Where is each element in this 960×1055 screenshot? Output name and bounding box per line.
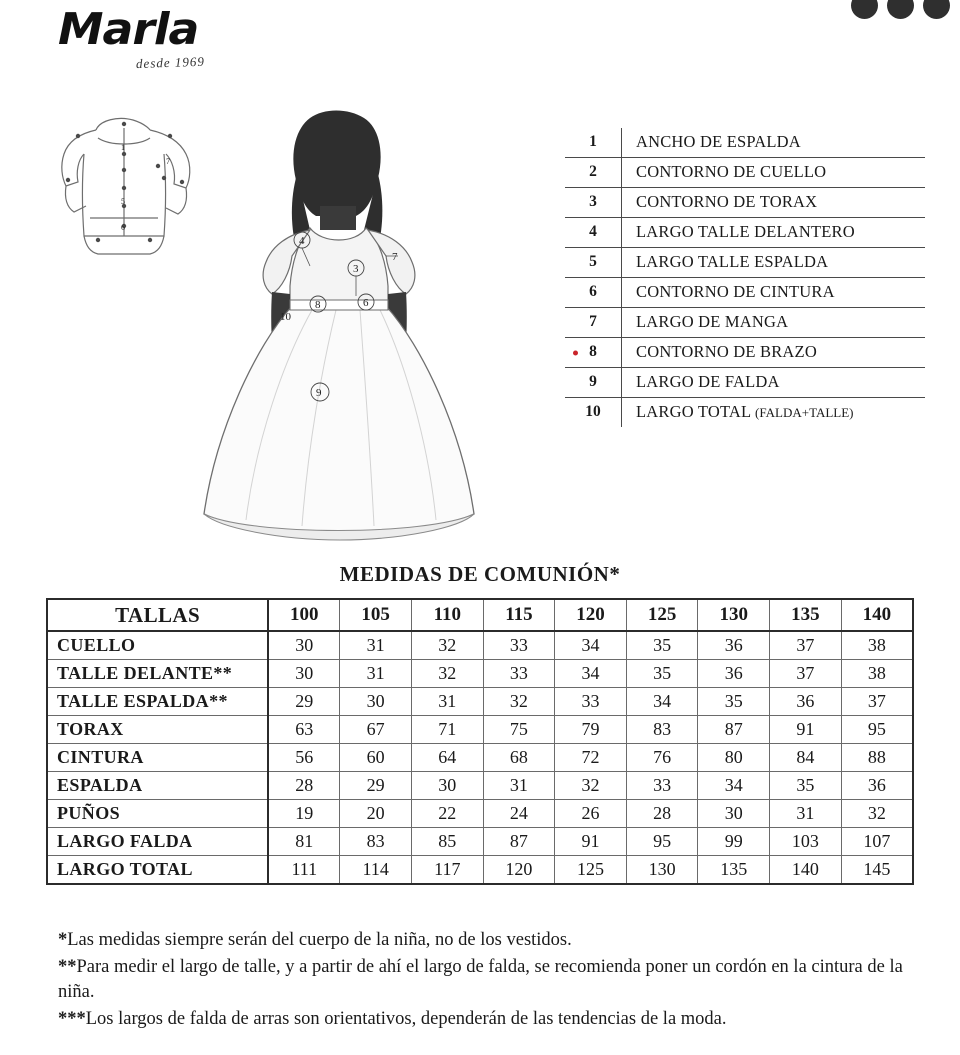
column-header: 135 bbox=[770, 599, 842, 631]
row-label: LARGO FALDA bbox=[47, 828, 268, 856]
legend-label-suffix: (FALDA+TALLE) bbox=[755, 405, 854, 420]
row-label: ESPALDA bbox=[47, 772, 268, 800]
cell: 35 bbox=[626, 631, 698, 660]
cell: 91 bbox=[770, 716, 842, 744]
table-row bbox=[47, 688, 913, 716]
legend-label: CONTORNO DE BRAZO bbox=[622, 338, 926, 368]
footnote-2-mark: ** bbox=[58, 956, 77, 977]
legend-table bbox=[565, 128, 925, 427]
cell: 130 bbox=[626, 856, 698, 885]
legend-number: 2 bbox=[565, 158, 622, 188]
cell: 71 bbox=[411, 716, 483, 744]
legend-number bbox=[565, 338, 622, 368]
brand-tagline: desde 1969 bbox=[135, 53, 206, 72]
cell: 76 bbox=[626, 744, 698, 772]
table-row bbox=[47, 716, 913, 744]
sizes-table-wrap bbox=[46, 598, 914, 885]
cell: 36 bbox=[841, 772, 913, 800]
cell: 68 bbox=[483, 744, 555, 772]
cell: 103 bbox=[770, 828, 842, 856]
column-header: TALLAS bbox=[47, 599, 268, 631]
legend-number: 6 bbox=[565, 278, 622, 308]
svg-text:7: 7 bbox=[392, 251, 398, 263]
cell: 38 bbox=[841, 660, 913, 688]
cell: 37 bbox=[770, 660, 842, 688]
cell: 83 bbox=[340, 828, 412, 856]
table-row bbox=[47, 631, 913, 660]
footnote-1-text: Las medidas siempre serán del cuerpo de la niña, no de los vestidos. bbox=[67, 930, 572, 950]
girl-communion-dress-sketch bbox=[160, 110, 520, 560]
legend-label bbox=[622, 398, 926, 428]
cell: 32 bbox=[411, 660, 483, 688]
cell: 19 bbox=[268, 800, 340, 828]
cell: 20 bbox=[340, 800, 412, 828]
cell: 34 bbox=[555, 660, 627, 688]
row-label: TORAX bbox=[47, 716, 268, 744]
column-header: 125 bbox=[626, 599, 698, 631]
cell: 84 bbox=[770, 744, 842, 772]
cell: 36 bbox=[698, 631, 770, 660]
svg-text:1: 1 bbox=[121, 143, 125, 152]
cell: 67 bbox=[340, 716, 412, 744]
svg-text:5: 5 bbox=[121, 197, 125, 206]
footnote-3 bbox=[58, 1007, 918, 1032]
legend-row bbox=[565, 188, 925, 218]
cell: 33 bbox=[483, 631, 555, 660]
cell: 31 bbox=[411, 688, 483, 716]
footnote-3-text: Los largos de falda de arras son orientativos, dependerán de las tendencias de la moda. bbox=[85, 1008, 727, 1029]
column-header: 140 bbox=[841, 599, 913, 631]
cell: 30 bbox=[340, 688, 412, 716]
legend-label: LARGO TALLE DELANTERO bbox=[622, 218, 926, 248]
legend-row bbox=[565, 158, 925, 188]
cell: 38 bbox=[841, 631, 913, 660]
sizes-table bbox=[46, 598, 914, 885]
column-header: 100 bbox=[268, 599, 340, 631]
footnote-1 bbox=[58, 928, 918, 953]
column-header: 110 bbox=[411, 599, 483, 631]
cell: 32 bbox=[483, 688, 555, 716]
svg-text:4: 4 bbox=[299, 235, 305, 247]
legend-number: 9 bbox=[565, 368, 622, 398]
legend-label: LARGO DE FALDA bbox=[622, 368, 926, 398]
footnote-1-mark: * bbox=[58, 930, 68, 950]
red-marker-icon bbox=[573, 350, 578, 355]
corner-dots bbox=[851, 0, 950, 19]
dot-icon bbox=[923, 0, 950, 19]
cell: 33 bbox=[626, 772, 698, 800]
sizes-header-row bbox=[47, 599, 913, 631]
cell: 24 bbox=[483, 800, 555, 828]
cell: 114 bbox=[340, 856, 412, 885]
dot-icon bbox=[851, 0, 878, 19]
cell: 81 bbox=[268, 828, 340, 856]
legend-row bbox=[565, 248, 925, 278]
legend-number-text: 8 bbox=[589, 343, 597, 360]
legend-label: CONTORNO DE CUELLO bbox=[622, 158, 926, 188]
svg-text:7: 7 bbox=[166, 157, 170, 166]
cell: 36 bbox=[770, 688, 842, 716]
cell: 79 bbox=[555, 716, 627, 744]
legend-label-text: LARGO TOTAL bbox=[636, 402, 751, 421]
cell: 120 bbox=[483, 856, 555, 885]
cell: 33 bbox=[555, 688, 627, 716]
svg-text:9: 9 bbox=[316, 387, 322, 399]
table-row bbox=[47, 828, 913, 856]
cell: 125 bbox=[555, 856, 627, 885]
legend-row bbox=[565, 338, 925, 368]
cell: 28 bbox=[268, 772, 340, 800]
cell: 34 bbox=[555, 631, 627, 660]
cell: 32 bbox=[411, 631, 483, 660]
svg-text:8: 8 bbox=[315, 299, 321, 311]
row-label: CINTURA bbox=[47, 744, 268, 772]
legend-number: 5 bbox=[565, 248, 622, 278]
legend-number: 10 bbox=[565, 398, 622, 428]
cell: 56 bbox=[268, 744, 340, 772]
footnote-3-mark: *** bbox=[58, 1008, 86, 1029]
cell: 72 bbox=[555, 744, 627, 772]
cell: 37 bbox=[841, 688, 913, 716]
cell: 63 bbox=[268, 716, 340, 744]
cell: 88 bbox=[841, 744, 913, 772]
legend-label: LARGO DE MANGA bbox=[622, 308, 926, 338]
cell: 95 bbox=[626, 828, 698, 856]
cell: 95 bbox=[841, 716, 913, 744]
legend-row bbox=[565, 308, 925, 338]
cell: 28 bbox=[626, 800, 698, 828]
table-row bbox=[47, 660, 913, 688]
cell: 31 bbox=[770, 800, 842, 828]
legend-row bbox=[565, 128, 925, 158]
cell: 83 bbox=[626, 716, 698, 744]
legend-label: ANCHO DE ESPALDA bbox=[622, 128, 926, 158]
table-row bbox=[47, 772, 913, 800]
footnotes bbox=[58, 928, 918, 1034]
cell: 35 bbox=[698, 688, 770, 716]
legend-label: CONTORNO DE TORAX bbox=[622, 188, 926, 218]
brand-name: Marla bbox=[58, 4, 199, 55]
cell: 75 bbox=[483, 716, 555, 744]
cell: 30 bbox=[268, 660, 340, 688]
svg-text:10: 10 bbox=[280, 311, 291, 323]
cell: 30 bbox=[698, 800, 770, 828]
cell: 32 bbox=[555, 772, 627, 800]
legend-row bbox=[565, 278, 925, 308]
brand-logo bbox=[58, 4, 258, 72]
row-label: TALLE ESPALDA** bbox=[47, 688, 268, 716]
legend-number: 7 bbox=[565, 308, 622, 338]
dot-icon bbox=[887, 0, 914, 19]
cell: 85 bbox=[411, 828, 483, 856]
cell: 22 bbox=[411, 800, 483, 828]
legend-row bbox=[565, 398, 925, 428]
legend-label: LARGO TALLE ESPALDA bbox=[622, 248, 926, 278]
cell: 31 bbox=[483, 772, 555, 800]
cell: 99 bbox=[698, 828, 770, 856]
cell: 31 bbox=[340, 631, 412, 660]
cell: 29 bbox=[268, 688, 340, 716]
cell: 107 bbox=[841, 828, 913, 856]
cell: 140 bbox=[770, 856, 842, 885]
cell: 80 bbox=[698, 744, 770, 772]
column-header: 105 bbox=[340, 599, 412, 631]
column-header: 130 bbox=[698, 599, 770, 631]
cell: 64 bbox=[411, 744, 483, 772]
row-label: PUÑOS bbox=[47, 800, 268, 828]
table-row bbox=[47, 744, 913, 772]
cell: 30 bbox=[411, 772, 483, 800]
cell: 60 bbox=[340, 744, 412, 772]
legend-number: 3 bbox=[565, 188, 622, 218]
cell: 87 bbox=[483, 828, 555, 856]
cell: 35 bbox=[626, 660, 698, 688]
table-row bbox=[47, 800, 913, 828]
table-row bbox=[47, 856, 913, 885]
cell: 111 bbox=[268, 856, 340, 885]
measures-title: MEDIDAS DE COMUNIÓN* bbox=[339, 562, 621, 586]
cell: 26 bbox=[555, 800, 627, 828]
row-label: CUELLO bbox=[47, 631, 268, 660]
svg-text:6: 6 bbox=[121, 223, 125, 232]
cell: 34 bbox=[698, 772, 770, 800]
legend-number: 4 bbox=[565, 218, 622, 248]
column-header: 120 bbox=[555, 599, 627, 631]
cell: 36 bbox=[698, 660, 770, 688]
legend-row bbox=[565, 368, 925, 398]
cell: 31 bbox=[340, 660, 412, 688]
row-label: LARGO TOTAL bbox=[47, 856, 268, 885]
footnote-2-text: Para medir el largo de talle, y a partir de ahí el largo de falda, se recomienda poner un cordón en la cintura de la niña. bbox=[58, 956, 903, 1002]
row-label: TALLE DELANTE** bbox=[47, 660, 268, 688]
cell: 91 bbox=[555, 828, 627, 856]
cell: 135 bbox=[698, 856, 770, 885]
cell: 30 bbox=[268, 631, 340, 660]
column-header: 115 bbox=[483, 599, 555, 631]
cell: 117 bbox=[411, 856, 483, 885]
cell: 35 bbox=[770, 772, 842, 800]
cell: 32 bbox=[841, 800, 913, 828]
svg-text:6: 6 bbox=[363, 297, 369, 309]
cell: 145 bbox=[863, 859, 891, 879]
legend-number: 1 bbox=[565, 128, 622, 158]
cell: 29 bbox=[340, 772, 412, 800]
legend-row bbox=[565, 218, 925, 248]
cell: 37 bbox=[770, 631, 842, 660]
legend-label: CONTORNO DE CINTURA bbox=[622, 278, 926, 308]
svg-text:3: 3 bbox=[353, 263, 359, 275]
footnote-2 bbox=[58, 955, 918, 1005]
cell: 87 bbox=[698, 716, 770, 744]
cell: 34 bbox=[626, 688, 698, 716]
cell: 33 bbox=[483, 660, 555, 688]
